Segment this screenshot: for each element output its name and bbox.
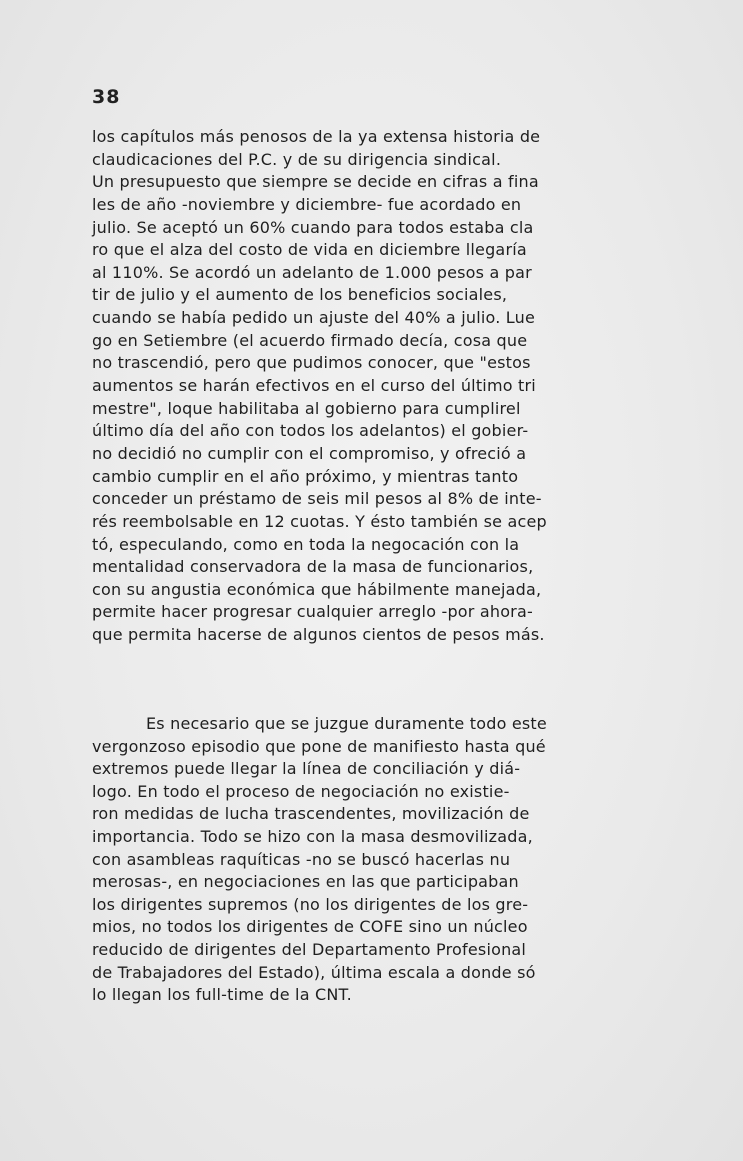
- text-line: vergonzoso episodio que pone de manifiesto hasta qué: [92, 736, 546, 756]
- text-line: que permita hacerse de algunos cientos de pesos más.: [92, 625, 545, 645]
- text-line: cambio cumplir en el año próximo, y mientras tanto: [92, 466, 519, 486]
- text-line: ro que el alza del costo de vida en diciembre llegaría: [92, 240, 527, 260]
- text-line: Un presupuesto que siempre se decide en cifras a fina: [92, 172, 539, 192]
- text-line: tó, especulando, como en toda la negocación con la: [92, 534, 520, 554]
- text-line: claudicaciones del P.C. y de su dirigencia sindical.: [92, 149, 502, 169]
- text-line: merosas-, en negociaciones en las que participaban: [92, 872, 519, 892]
- text-line: no trascendió, pero que pudimos conocer, que "estos: [92, 353, 531, 373]
- text-line: último día del año con todos los adelantos) el gobier-: [92, 421, 529, 441]
- text-line: logo. En todo el proceso de negociación no existie-: [92, 781, 510, 801]
- text-line: permite hacer progresar cualquier arreglo -por ahora-: [92, 602, 533, 622]
- page-number: 38: [92, 86, 121, 108]
- text-line: aumentos se harán efectivos en el curso del último tri: [92, 376, 536, 396]
- text-line: no decidió no cumplir con el compromiso, y ofreció a: [92, 443, 527, 463]
- text-line: go en Setiembre (el acuerdo firmado decía, cosa que: [92, 330, 528, 350]
- text-line: los dirigentes supremos (no los dirigentes de los gre-: [92, 894, 529, 914]
- text-line: rés reembolsable en 12 cuotas. Y ésto también se acep: [92, 511, 547, 531]
- text-line: al 110%. Se acordó un adelanto de 1.000 pesos a par: [92, 262, 532, 282]
- text-line: mentalidad conservadora de la masa de funcionarios,: [92, 557, 534, 577]
- text-line: con asambleas raquíticas -no se buscó hacerlas nu: [92, 849, 511, 869]
- text-line: Es necesario que se juzgue duramente todo este: [146, 714, 547, 733]
- text-line: reducido de dirigentes del Departamento Profesional: [92, 939, 527, 959]
- text-line: mestre", loque habilitaba al gobierno para cumplirel: [92, 398, 521, 418]
- text-line: los capítulos más penosos de la ya extensa historia de: [92, 127, 541, 146]
- paragraph-2: [92, 713, 652, 1007]
- text-line: mios, no todos los dirigentes de COFE sino un núcleo: [92, 917, 528, 937]
- text-line: importancia. Todo se hizo con la masa desmovilizada,: [92, 826, 533, 846]
- text-line: lo llegan los full-time de la CNT.: [92, 985, 352, 1005]
- text-line: cuando se había pedido un ajuste del 40% a julio. Lue: [92, 308, 535, 328]
- text-line: de Trabajadores del Estado), última escala a donde só: [92, 962, 536, 982]
- text-line: ron medidas de lucha trascendentes, movilización de: [92, 804, 530, 824]
- text-line: tir de julio y el aumento de los beneficios sociales,: [92, 285, 508, 305]
- paragraph-1: [92, 126, 652, 647]
- text-line: con su angustia económica que hábilmente manejada,: [92, 579, 542, 599]
- text-line: extremos puede llegar la línea de conciliación y diá-: [92, 759, 521, 779]
- text-line: julio. Se aceptó un 60% cuando para todos estaba cla: [92, 217, 534, 237]
- text-line: conceder un préstamo de seis mil pesos al 8% de inte-: [92, 489, 542, 509]
- text-line: les de año -noviembre y diciembre- fue acordado en: [92, 194, 522, 214]
